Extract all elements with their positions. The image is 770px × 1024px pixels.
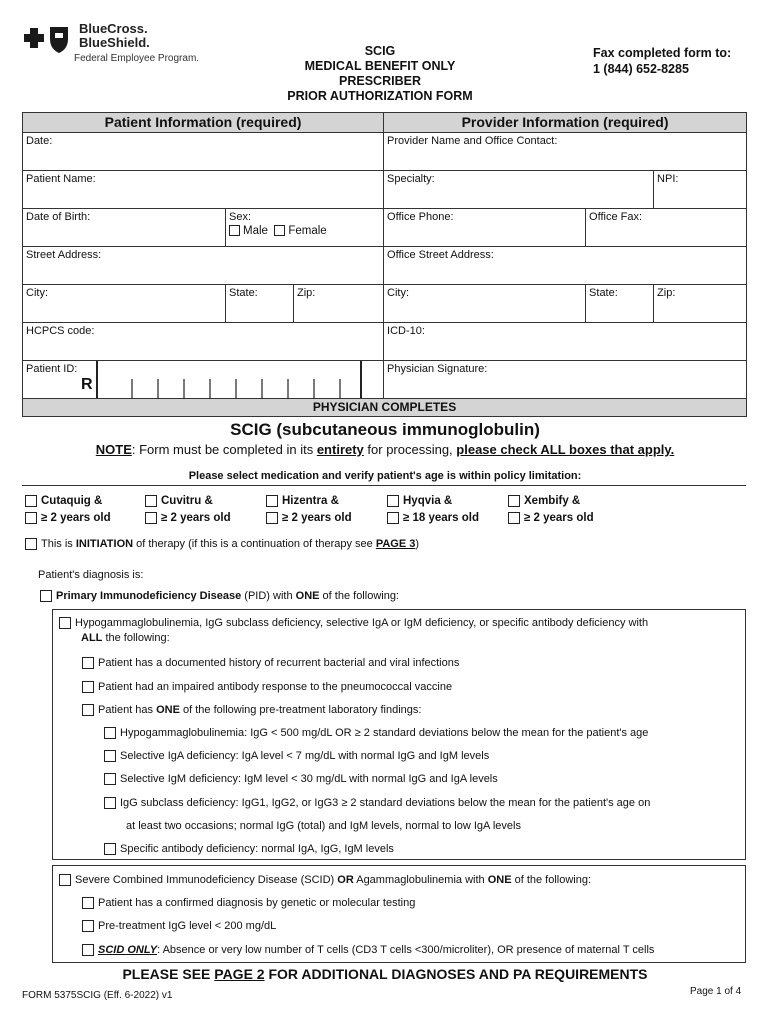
scid-text2: Agammaglobulinemia with	[353, 874, 488, 886]
lab-4-cont: at least two occasions; normal IgG (total) and IgM levels, normal to low IgA levels	[126, 820, 521, 832]
note-label: NOTE	[95, 442, 132, 457]
city-label: City:	[26, 287, 48, 299]
note-line	[0, 442, 770, 457]
patient-name-label: Patient Name:	[26, 173, 96, 185]
hypo-item-2-checkbox[interactable]	[82, 681, 94, 693]
med-age: ≥ 18 years old	[403, 512, 479, 524]
form-number: FORM 5375SCIG (Eff. 6-2022) v1	[22, 990, 173, 1001]
hypo-header	[59, 616, 739, 646]
form-title	[250, 44, 510, 104]
section-title: SCIG (subcutaneous immunoglobulin)	[230, 420, 540, 439]
hypo-item-2-text: Patient had an impaired antibody response to the pneumococcal vaccine	[98, 681, 453, 693]
note-check-all: please check ALL boxes that apply.	[456, 442, 675, 457]
office-street-label: Office Street Address:	[387, 249, 494, 261]
female-checkbox[interactable]	[274, 225, 285, 236]
sex-field	[226, 209, 384, 247]
office-zip-field[interactable]	[654, 285, 747, 323]
pid-line	[40, 590, 399, 602]
lab-1-checkbox[interactable]	[104, 727, 116, 739]
provider-name-field[interactable]	[384, 133, 747, 171]
med-age: ≥ 2 years old	[282, 512, 352, 524]
scid-only-checkbox[interactable]	[82, 944, 94, 956]
scid-or: OR	[337, 874, 354, 886]
office-fax-label: Office Fax:	[589, 211, 643, 223]
id-divider-end	[360, 361, 362, 398]
initiation-page-link[interactable]: PAGE 3	[375, 538, 416, 550]
signature-field[interactable]	[384, 361, 747, 399]
provider-header: Provider Information (required)	[384, 113, 747, 133]
initiation-checkbox[interactable]	[25, 538, 37, 550]
med-age: ≥ 2 years old	[161, 512, 231, 524]
female-label: Female	[288, 225, 327, 237]
logo-line1: BlueCross.	[79, 21, 148, 36]
scid-item-2-text: Pre-treatment IgG level < 200 mg/dL	[98, 920, 277, 932]
med-xembify[interactable]	[508, 493, 594, 527]
lab-5-text: Specific antibody deficiency: normal IgA, IgG, IgM levels	[120, 843, 394, 855]
footer-post: FOR ADDITIONAL DIAGNOSES AND PA REQUIREMENTS	[264, 966, 648, 982]
footer-title	[0, 966, 770, 982]
scid-one: ONE	[487, 874, 512, 886]
lab-4-text: IgG subclass deficiency: IgG1, IgG2, or IgG3 ≥ 2 standard deviations below the mean for the patient's age on	[120, 797, 651, 809]
lab-3	[104, 773, 498, 785]
specialty-field[interactable]	[384, 171, 654, 209]
med-name: Xembify &	[524, 495, 581, 507]
hypo-item-3	[82, 704, 421, 716]
lab-2-text: Selective IgA deficiency: IgA level < 7 mg/dL with normal IgG and IgM levels	[120, 750, 490, 762]
fax-label: Fax completed form to:	[593, 46, 732, 60]
dob-field[interactable]	[23, 209, 226, 247]
footer-pre: PLEASE SEE	[122, 966, 215, 982]
office-fax-field[interactable]	[586, 209, 747, 247]
scid-only	[82, 944, 654, 956]
logo-line2: BlueShield.	[79, 35, 150, 50]
page-number: Page 1 of 4	[690, 986, 742, 997]
lab-4	[104, 797, 650, 809]
note-text1: : Form must be completed in its	[131, 442, 317, 457]
med-hizentra[interactable]	[266, 493, 352, 527]
street-field[interactable]	[23, 247, 384, 285]
footer-page-link[interactable]: PAGE 2	[214, 966, 265, 982]
state-label: State:	[229, 287, 258, 299]
med-name: Hyqvia &	[403, 495, 453, 507]
info-table	[22, 112, 747, 417]
patient-id-prefix: R	[81, 376, 93, 393]
specialty-label: Specialty:	[387, 173, 435, 185]
sex-label: Sex:	[229, 211, 252, 223]
patient-id-label: Patient ID:	[26, 363, 78, 375]
hypo-item-1-checkbox[interactable]	[82, 657, 94, 669]
fax-number: 1 (844) 652-8285	[593, 62, 689, 76]
select-medication-line: Please select medication and verify patient's age is within policy limitation:	[188, 470, 582, 482]
med-name: Cutaquig &	[41, 495, 103, 507]
note-entirety: entirety	[316, 442, 364, 457]
date-field[interactable]	[23, 133, 384, 171]
patient-id-field[interactable]	[23, 361, 384, 399]
hypo-item-1	[82, 657, 459, 669]
fax-info	[593, 45, 731, 77]
male-label: Male	[243, 225, 268, 237]
id-tick-marks	[98, 361, 360, 399]
scid-text3: of the following:	[511, 874, 592, 886]
initiation-bold: INITIATION	[75, 538, 134, 550]
initiation-pre: This is	[41, 538, 76, 550]
icd-label: ICD-10:	[387, 325, 425, 337]
patient-header: Patient Information (required)	[23, 113, 384, 133]
cuvitru-checkbox[interactable]	[145, 495, 157, 507]
pid-checkbox[interactable]	[40, 590, 52, 602]
lab-1-text: Hypogammaglobulinemia: IgG < 500 mg/dL OR ≥ 2 standard deviations below the mean for the patient's age	[120, 727, 649, 739]
scid-item-1-text: Patient has a confirmed diagnosis by genetic or molecular testing	[98, 897, 416, 909]
office-state-field[interactable]	[586, 285, 654, 323]
hcpcs-label: HCPCS code:	[26, 325, 95, 337]
hyqvia-age-checkbox[interactable]	[387, 512, 399, 524]
med-name: Cuvitru &	[161, 495, 213, 507]
has-one-bold: ONE	[156, 704, 180, 716]
title-line2: MEDICAL BENEFIT ONLY	[304, 59, 456, 73]
med-name: Hizentra &	[282, 495, 339, 507]
lab-5	[104, 843, 394, 855]
cutaquig-age-checkbox[interactable]	[25, 512, 37, 524]
cutaquig-checkbox[interactable]	[25, 495, 37, 507]
bcbs-logo	[22, 22, 222, 68]
title-line3: PRESCRIBER	[339, 74, 421, 88]
hizentra-checkbox[interactable]	[266, 495, 278, 507]
xembify-age-checkbox[interactable]	[508, 512, 520, 524]
zip-field[interactable]	[294, 285, 384, 323]
pid-bold: Primary Immunodeficiency Disease	[56, 590, 242, 602]
lab-4-checkbox[interactable]	[104, 797, 116, 809]
logo-line3: Federal Employee Program.	[74, 53, 200, 64]
lab-2-checkbox[interactable]	[104, 750, 116, 762]
hypo-item-3-checkbox[interactable]	[82, 704, 94, 716]
lab-2	[104, 750, 489, 762]
divider	[22, 485, 746, 486]
has-one-post: of the following pre-treatment laboratory findings:	[179, 704, 422, 716]
lab-5-checkbox[interactable]	[104, 843, 116, 855]
male-checkbox[interactable]	[229, 225, 240, 236]
hizentra-age-checkbox[interactable]	[266, 512, 278, 524]
office-zip-label: Zip:	[657, 287, 676, 299]
diagnosis-label: Patient's diagnosis is:	[38, 569, 144, 581]
hypo-item-2	[82, 681, 452, 693]
med-hyqvia[interactable]	[387, 493, 479, 527]
physician-completes: PHYSICIAN COMPLETES	[23, 399, 747, 417]
patient-name-field[interactable]	[23, 171, 384, 209]
initiation-post: )	[415, 538, 420, 550]
office-state-label: State:	[589, 287, 618, 299]
office-phone-field[interactable]	[384, 209, 586, 247]
hypo-checkbox[interactable]	[59, 617, 71, 629]
note-text2: for processing,	[363, 442, 457, 457]
title-line1: SCIG	[364, 44, 396, 58]
pid-one: ONE	[295, 590, 320, 602]
icd-field[interactable]	[384, 323, 747, 361]
street-label: Street Address:	[26, 249, 102, 261]
initiation-line	[25, 538, 419, 550]
lab-3-text: Selective IgM deficiency: IgM level < 30 mg/dL with normal IgG and IgA levels	[120, 773, 498, 785]
zip-label: Zip:	[297, 287, 316, 299]
date-label: Date:	[26, 135, 53, 147]
signature-label: Physician Signature:	[387, 363, 488, 375]
lab-1	[104, 727, 648, 739]
scid-text1: Severe Combined Immunodeficiency Disease (SCID)	[75, 874, 338, 886]
office-street-field[interactable]	[384, 247, 747, 285]
has-one-pre: Patient has	[98, 704, 157, 716]
scid-item-1-checkbox[interactable]	[82, 897, 94, 909]
city-field[interactable]	[23, 285, 226, 323]
office-phone-label: Office Phone:	[387, 211, 454, 223]
cuvitru-age-checkbox[interactable]	[145, 512, 157, 524]
initiation-mid: of therapy (if this is a continuation of therapy see	[133, 538, 376, 550]
scid-item-1	[82, 897, 415, 909]
scid-item-2-checkbox[interactable]	[82, 920, 94, 932]
cross-shield-icon	[22, 24, 72, 54]
dob-label: Date of Birth:	[26, 211, 91, 223]
npi-label: NPI:	[657, 173, 679, 185]
state-field[interactable]	[226, 285, 294, 323]
xembify-checkbox[interactable]	[508, 495, 520, 507]
scid-only-label: SCID ONLY	[98, 944, 158, 956]
pid-rest: (PID) with	[241, 590, 296, 602]
hypo-item-1-text: Patient has a documented history of recurrent bacterial and viral infections	[98, 657, 460, 669]
med-cuvitru[interactable]	[145, 493, 231, 527]
npi-field[interactable]	[654, 171, 747, 209]
hypo-text1: Hypogammaglobulinemia, IgG subclass deficiency, selective IgA or IgM deficiency, or specific antibody deficiency with	[75, 617, 649, 629]
office-city-field[interactable]	[384, 285, 586, 323]
pid-tail: of the following:	[319, 590, 399, 602]
provider-name-label: Provider Name and Office Contact:	[387, 135, 558, 147]
lab-3-checkbox[interactable]	[104, 773, 116, 785]
scid-item-2	[82, 920, 276, 932]
hypo-all: ALL	[81, 632, 103, 644]
scid-header	[59, 874, 591, 886]
med-age: ≥ 2 years old	[524, 512, 594, 524]
hyqvia-checkbox[interactable]	[387, 495, 399, 507]
scid-only-text: : Absence or very low number of T cells (CD3 T cells <300/microliter), OR presence of maternal T cells	[157, 944, 655, 956]
med-age: ≥ 2 years old	[41, 512, 111, 524]
office-city-label: City:	[387, 287, 410, 299]
title-line4: PRIOR AUTHORIZATION FORM	[287, 89, 473, 103]
hcpcs-field[interactable]	[23, 323, 384, 361]
hypo-text2: the following:	[102, 632, 170, 644]
med-cutaquig[interactable]	[25, 493, 111, 527]
scid-checkbox[interactable]	[59, 874, 71, 886]
